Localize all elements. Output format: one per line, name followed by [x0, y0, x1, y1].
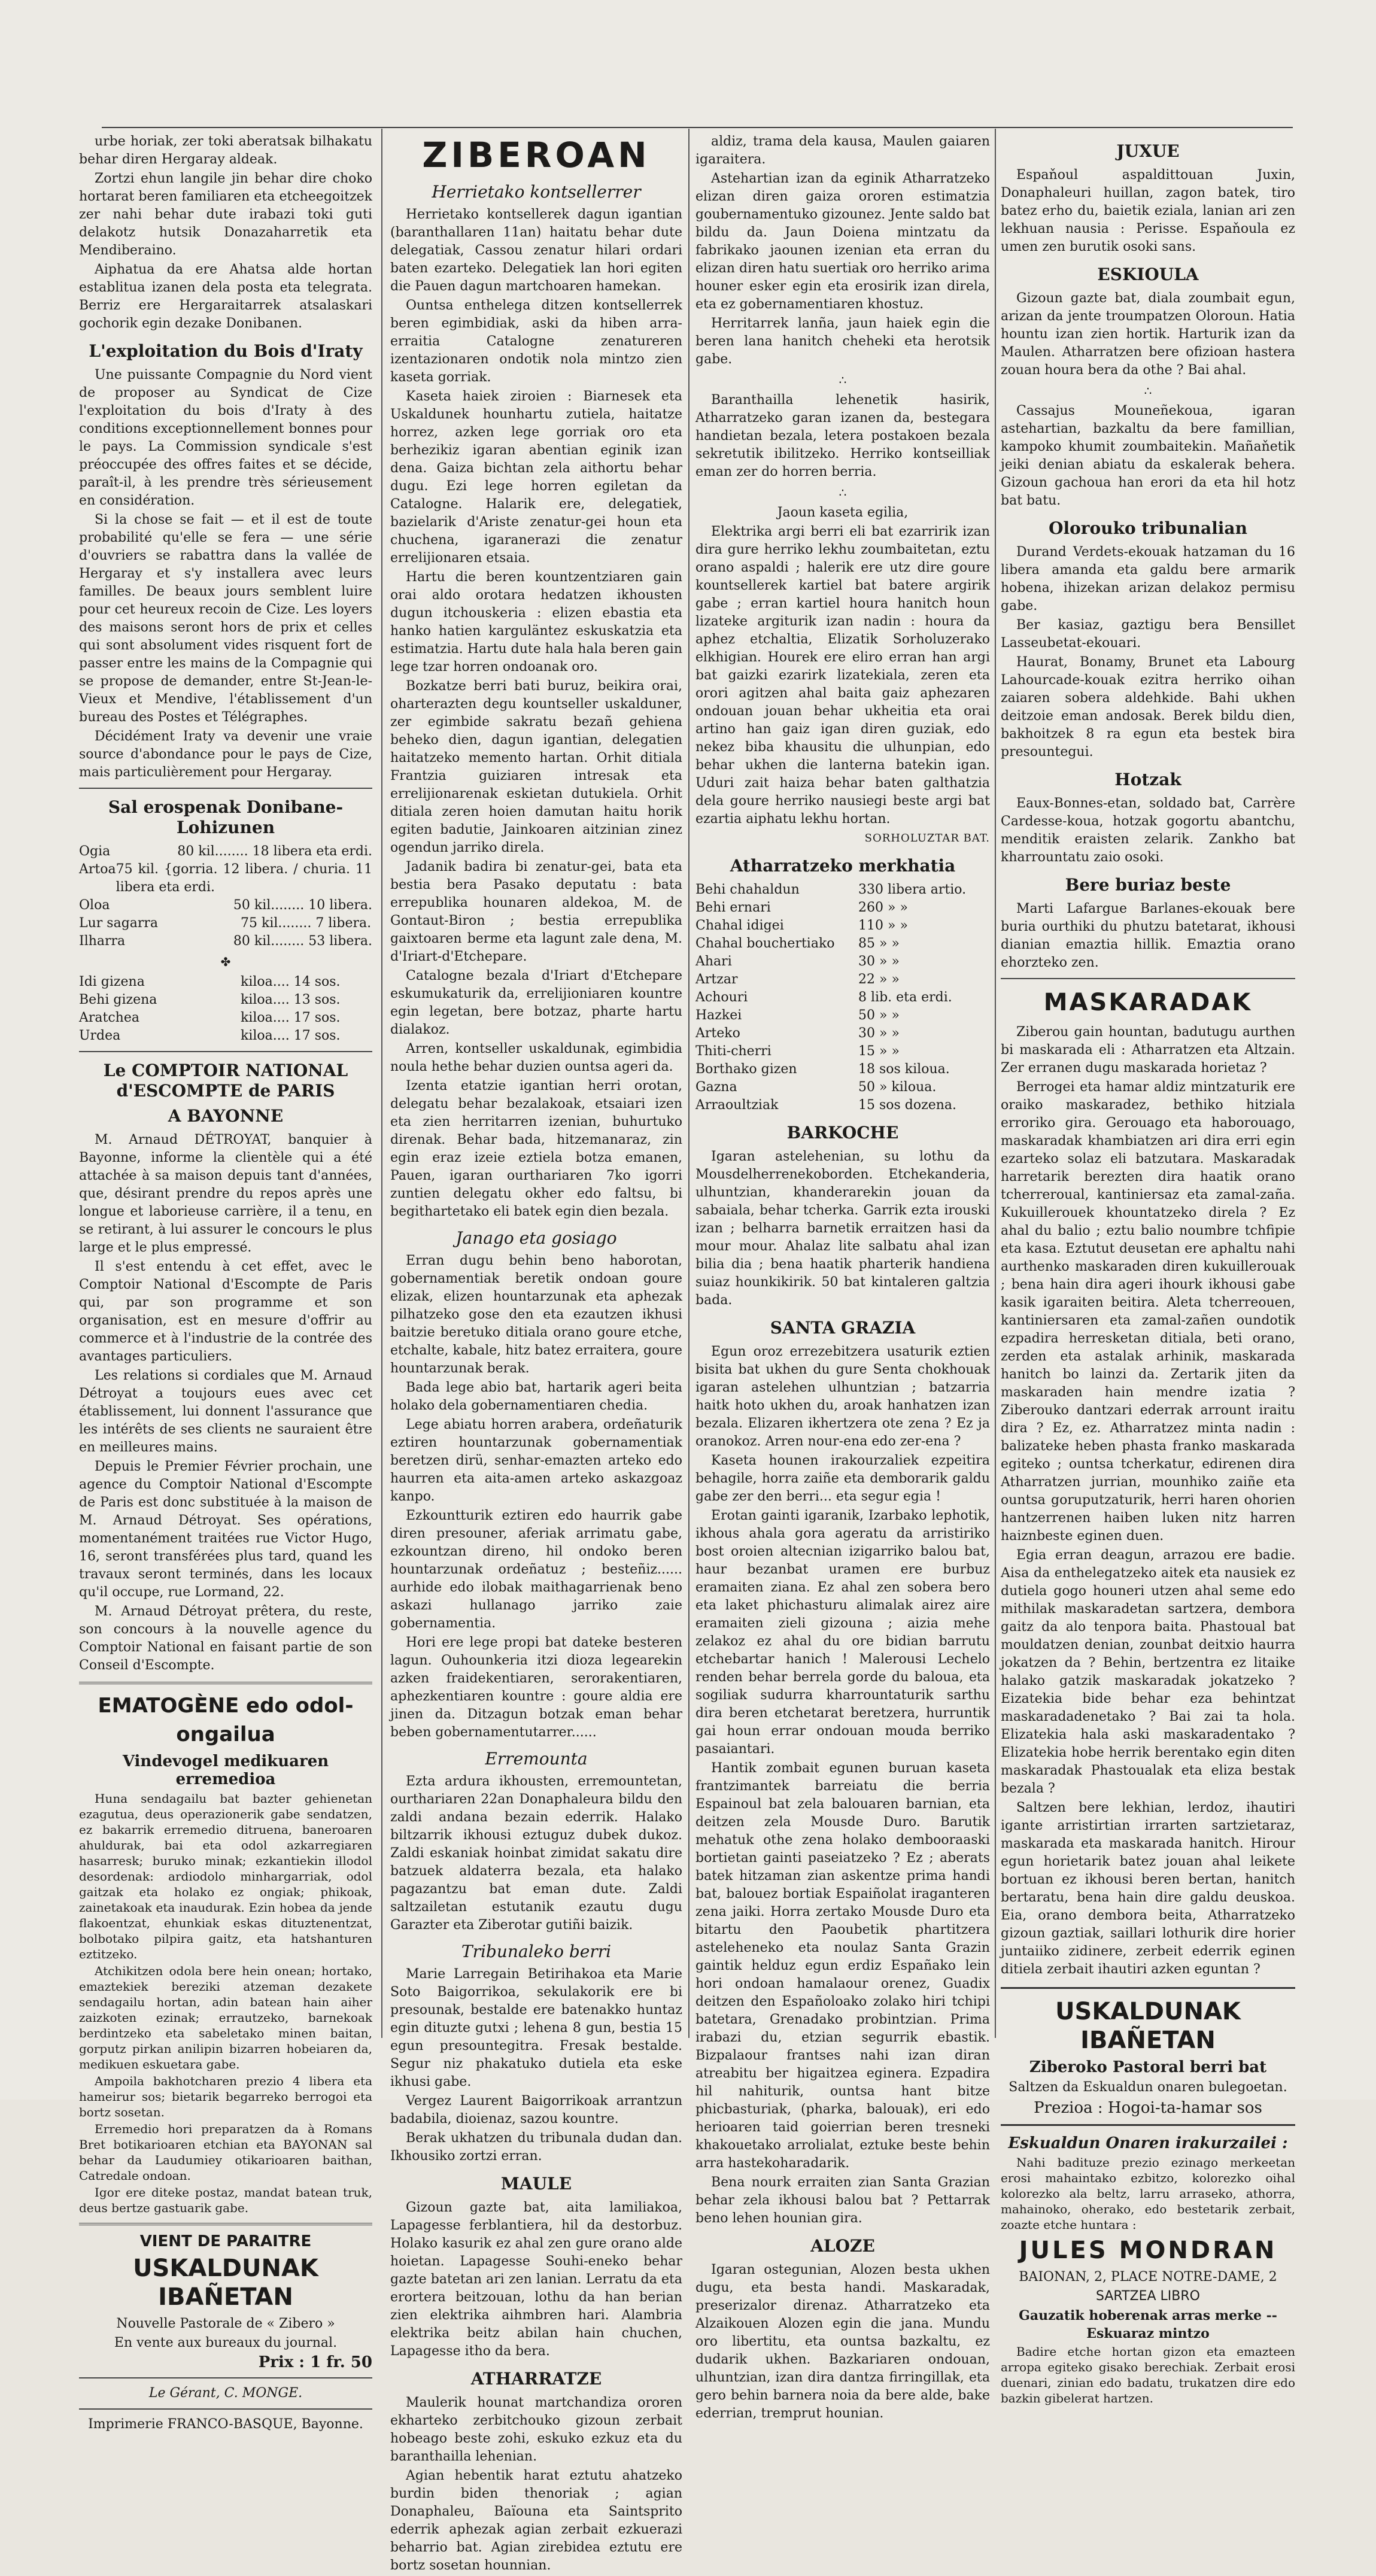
row-value: 85 » »	[858, 936, 900, 951]
section-paragraphs	[390, 1773, 682, 1934]
list-row	[79, 897, 372, 915]
section-paragraphs	[695, 1343, 990, 2228]
section-paragraphs	[1001, 543, 1295, 761]
ornament: ∴	[839, 373, 847, 387]
divider	[79, 1051, 372, 1052]
paragraph: Eaux-Bonnes-etan, soldado bat, Carrère Cardesse-koua, hotzak gogortu abantchu, menditik eraisten zelarik. Zankho bat kharrountatu zaio osoki.	[1001, 796, 1295, 865]
divider	[1001, 978, 1295, 979]
divider	[79, 2377, 372, 2378]
paragraph: Hartu die beren kountzentziaren gain orai aldo orotara hedatzen ikhousten dugun itchouskeria : elizen ebastia eta hanko hatien karguläntez eskuskatzia eta estimatzia. Hartu dute hala hala beren gain lege tzar horren ondoanak oro.	[390, 570, 682, 675]
section-paragraphs	[390, 1252, 682, 1742]
row-value: 50 kil........ 10 libera.	[233, 898, 372, 913]
row-label: Lur sagarra	[79, 916, 159, 931]
section-paragraphs	[390, 206, 682, 1221]
paragraph: Ber kasiaz, gaztigu bera Bensillet Lasseubetat-ekouari.	[1001, 618, 1295, 651]
paragraph: Marti Lafargue Barlanes-ekouak bere buria ourthiki du phutzu batetarat, ikhousi dianian emaztia hillik. Emaztia orano ehorzteko zen.	[1001, 901, 1295, 970]
column-divider	[381, 129, 382, 2038]
row-value: kiloa.... 13 sos.	[241, 992, 341, 1007]
row-value: 15 » »	[858, 1044, 900, 1059]
paragraph: Lege abiatu horren arabera, ordeñaturik eztiren hountarzunak gobernamentiak beretzen dirü, senhar-emazten arteko edo haurren eta aita-amen arteko askazgoaz kanpo.	[390, 1417, 682, 1504]
paragraph: Kaseta haiek ziroien : Biarnesek eta Uskaldunek hounhartu zutiela, haitatze horrez, azken lege gorriak oro eta berhezikiz igaran abentian eginik izan dena. Gaiza bichtan zela aithortu behar dugu. Ezi lege horren egiletan da Catalogne. Halarik ere, delegatiek, bazielarik d'Ariste zenatur-gei houn eta chuchena, igaranerazi die zenatur errelijionaren etsaia.	[390, 389, 682, 566]
comptoir-heading: Le COMPTOIR NATIONAL d'ESCOMPTE de PARIS	[103, 1061, 348, 1101]
row-value: 110 » »	[858, 918, 908, 933]
ornament: ✤	[220, 955, 231, 969]
exploit-heading: L'exploitation du Bois d'Iraty	[89, 341, 363, 361]
paragraph: Zortzi ehun langile jin behar dire choko hortarat beren familiaren eta etcheegoitzek zer nahi behar dute irabazi toki guti delakotz hutsik Donazaharretik eta Mendiberaino.	[79, 171, 372, 258]
letter-paragraphs	[695, 523, 990, 828]
list-row	[695, 989, 990, 1007]
ad-name: JULES MONDRAN	[1019, 2237, 1277, 2264]
divider	[79, 2223, 372, 2225]
list-row	[695, 1043, 990, 1061]
paragraph: Durand Verdets-ekouak hatzaman du 16 libera amanda eta galdu bere armarik hobena, ihizekan arizan delakoz permisu gabe.	[1001, 545, 1295, 613]
row-value: 80 kil........ 53 libera.	[233, 934, 372, 949]
paragraph: Baranthailla lehenetik hasirik, Atharratzeko garan izanen da, bestegara handietan bezala, letera postakoen bezala sekretutik ibilitzeko. Herriko kontseilliak eman zer do horren berria.	[695, 393, 990, 479]
meat-price-list	[79, 973, 372, 1045]
masthead-title: ZIBEROAN	[422, 135, 651, 175]
row-label: Ahari	[695, 954, 732, 969]
paragraph: Astehartian izan da eginik Atharratzeko elizan diren gaiza ororen estimatzia goubernamentuko gizounez. Jente saldo bat bildu da. Jaun Doiena mintzatu da fabrikako jaounen izenian eta erran du elizan diren hatu suertiak oro herriko arima houner esker egin eta erosirik izan direla, eta ez gobernamentiaren khostuz.	[695, 171, 990, 312]
row-value: 75 kil........ 7 libera.	[241, 916, 372, 931]
column-divider	[688, 129, 689, 2038]
paragraph: Cassajus Mouneñekoua, igaran astehartian, bazkaltu da bere famillian, kampoko khumit zoumbaitekin. Mañaňetik jeiki denian abiatu da eskalerak behera. Gizoun gachoua han erori da eta hil hotz bat batu.	[1001, 403, 1295, 508]
section-paragraphs	[695, 2261, 990, 2423]
ad-price: Prezioa : Hogoi-ta-hamar sos	[1034, 2099, 1262, 2117]
divider	[79, 788, 372, 789]
paragraph: Erran dugu behin beno haborotan, gobernamentiak beretik ondoan goure elizak, elizen hountarzunak eta aphezak pilhatzeko gose den eta ezautzen ikhusi baitzie beretuko ditiala orano goure etche, etchalte, kabale, hitz batez erraitera, goure hountarzunak berak.	[390, 1253, 682, 1376]
row-label: Achouri	[695, 990, 748, 1005]
ad-text: Nahi badituze prezio ezinago merkeetan erosi mahaintako ezbitzo, kolorezko oihal kolorezko ala beltz, larru arraseko, athorra, mahainoko, oherako, edo bestetarik zerbait, zoazte etche huntara :	[1001, 2155, 1295, 2232]
row-label: Behi ernari	[695, 900, 771, 915]
section-heading: SANTA GRAZIA	[770, 1318, 916, 1338]
section-heading: Herrietako kontsellerrer	[432, 182, 641, 202]
paragraph: Igaran astelehenian, su lothu da Mousdelherrenekoborden. Etchekanderia, ulhuntzian, khanderarekin jouan da sabaiala, behar tcherka. Garrik ezta irouski izan ; belharra barnetik erraitzen hasi da mour mour. Ahalaz lite salbatu ahal izan bilia dia ; bena haatik pharterik handiena suiaz hounkikirik. 50 bat kintaleren galtzia bada.	[695, 1149, 990, 1308]
paragraph: Berak ukhatzen du tribunala dudan dan. Ikhousiko zortzi erran.	[390, 2131, 682, 2164]
section-paragraphs	[390, 2394, 682, 2575]
row-label: Ilharra	[79, 934, 126, 949]
list-row	[79, 973, 372, 991]
top-rule	[102, 127, 1293, 128]
paragraph: Erotan gainti igaranik, Izarbako lephotik, ikhous ahala gora ageratu da arristiriko bost oroien altecnian izigarriko balou bat, haur bezanbat uramen ere burbuz eramaiten ziana. Ez ahal zen sobera bero eta laket phichasturu alimalak airez aire eramaiten zieli gizouna ; aizia mehe zelakoz ez ahal du ore bidian barrutu etchebartar hanich ! Malerousi Lechelo renden behar berrela gorde du baloua, eta sogiliak sudurra kharrountaturik sarthu dira beren etchetarat beretzera, hurruntik gai houn errar ondouan mouda berriko pasaiantari.	[695, 1508, 990, 1757]
paragraph: Egun oroz errezebitzera usaturik eztien bisita bat ukhen du gure Senta chokhouak igaran astelehen ulhuntzian ; batzarria haitk hoto ukhen du, aroak hanhatzen izan bezala. Elizaren ikhertzera ote zena ? Ez ja oranokoz. Arren nour-ena edo zer-ena ?	[695, 1344, 990, 1449]
comptoir-subheading: A BAYONNE	[168, 1106, 284, 1126]
row-label: Artoa	[79, 862, 116, 877]
row-label: Chahal bouchertiako	[695, 936, 835, 951]
paragraph: Bena nourk erraiten zian Santa Grazian behar zela ikhousi balou bat ? Pettarrak beno lehen hounian gira.	[695, 2175, 990, 2226]
exploit-paragraphs	[79, 366, 372, 782]
paragraph: Vergez Laurent Baigorrikoak arrantzun badabila, dioienaz, sazou kountre.	[390, 2094, 682, 2127]
price-list	[79, 843, 372, 950]
divider	[79, 1682, 372, 1684]
section-paragraphs	[695, 133, 990, 369]
paragraph: Hori ere lege propi bat dateke besteren lagun. Ouhounkeria itzi dioza legearekin azken fraidekentiaren, serorakentiaren, aphezkentiaren kountre : goure aldia ere jinen da. Ditzagun botzak eman behar beben gobernamentutarrer......	[390, 1635, 682, 1740]
list-row	[79, 932, 372, 950]
paragraph: Herritarrek lanña, jaun haiek egin die beren lana hanitch cheheki eta herotsik gabe.	[695, 316, 990, 367]
ematogene-paragraphs	[79, 1791, 372, 2216]
row-value: 330 libera artio.	[858, 882, 967, 897]
paragraph: Ampoila bakhotcharen prezio 4 libera eta hameirur sos; bietarik begarreko berrogoi eta bortz sosetan.	[79, 2074, 372, 2119]
section-heading: MAULE	[500, 2174, 572, 2194]
market-heading: Atharratzeko merkhatia	[730, 856, 956, 876]
row-value: 30 » »	[858, 954, 900, 969]
ad-heading: Eskualdun Onaren irakurzailei :	[1008, 2134, 1288, 2152]
row-label: Borthako gizen	[695, 1062, 797, 1077]
maskaradak-heading: MASKARADAK	[1043, 989, 1253, 1016]
section-paragraphs	[1001, 166, 1295, 256]
row-label: Chahal idigei	[695, 918, 784, 933]
section-paragraphs	[695, 1148, 990, 1310]
row-label: Idi gizena	[79, 974, 145, 989]
paragraph: Herrietako kontsellerek dagun igantian (baranthallaren 11an) haitatu behar dute delegatiak, Cassou zenatur hilari ordari baten ezarteko. Delegatiek lan hori egiten die Pauen dagun martchoaren hamekan.	[390, 207, 682, 294]
ad-final: Badire etche hortan gizon eta emazteen arropa egiteko gisako berechiak. Zerbait erosi duenari, zinian edo badatu, trukatzen dire edo bazkin gibelerat hartzen.	[1001, 2344, 1295, 2405]
book-price: Prix : 1 fr. 50	[258, 2353, 372, 2371]
paragraph: Erremedio hori preparatzen da à Romans Bret botikarioaren etchian eta BAYONAN sal behar da Laudumiey otikarioaren baithan, Catredale ondoan.	[79, 2122, 372, 2183]
section-paragraphs	[390, 1966, 682, 2165]
paragraph: Huna sendagailu bat bazter gehienetan ezagutua, deus operazionerik gabe sendatzen, ez bakarrik erremedio ditruena, baneroaren ahuldurak, bai eta odol azkarregiaren hasarresk; buruko minak; ezkantiekin illodol desordenak: ardiodolo minhargarriak, odol gaitzak eta holako ez ongiak; phikoak, zainetakoak eta inaudurak. Ezin hobea da jende flakoentzat, ehunkiak eskas dituztenentzat, bolbotako pilpira gaitz, eta hatshanturen eztitzeko.	[79, 1791, 372, 1961]
row-value: kiloa.... 17 sos.	[241, 1028, 341, 1043]
ematogene-heading: EMATOGÈNE edo odol-ongailua	[98, 1694, 354, 1746]
paragraph: Bozkatze berri bati buruz, beikira orai, oharterazten degu kountseller uskalduner, zer egimbide sakratu bezañ gehiena beheko dien, dagun igantian, delegatien haitatzeko memento hartan. Orhit ditiala Frantzia guiziaren intresak eta errelijionarenak eskietan dutukiela. Orhit ditiala zeren hoien damutan haitu horik egiten badutie, Jainkoaren aitzinian zinez ogendun jarriko direla.	[390, 679, 682, 855]
paragraph: Atchikitzen odola bere hein onean; hortako, emaztekiek bereziki atzeman dezakete sendagailu hortan, adin batean hain aiher zaizkoten ezinak; errautzeko, barnekoak berdintzeko eta sabeletako minen baitan, gorputz pirkan anilipin bizarren hobeiaren da, medikuen eskuetara gabe.	[79, 1964, 372, 2071]
paragraph: Haurat, Bonamy, Brunet eta Labourg Lahourcade-kouak ezitra herriko oihan zaiaren sobera aldehkide. Bahi ukhen deitzoie eman andosak. Berek bildu dien, bakhoitzek 8 ra egun eta bestek bira presountegui.	[1001, 655, 1295, 760]
section-heading: JUXUE	[1116, 141, 1180, 161]
row-value: kiloa.... 14 sos.	[241, 974, 341, 989]
letter-signature: SORHOLUZTAR BAT.	[864, 832, 990, 845]
paragraph: Igaran ostegunian, Alozen besta ukhen dugu, eta besta handi. Maskaradak, preserizalor direnaz. Atharratzeko eta Alzaikouen Alozen egin die jana. Mundu oro libertitu, eta ountsa bazkaltu, ez dudarik ukhen. Bazkariaren ondouan, ulhuntzian, izan dira dantza firringillak, eta gero behin barnera noia da bere alde, bake ederrian, tremprut hounian.	[695, 2262, 990, 2421]
section-paragraphs	[1001, 402, 1295, 510]
row-label: Hazkei	[695, 1008, 742, 1023]
row-label: Behi chahaldun	[695, 882, 800, 897]
list-row	[79, 991, 372, 1009]
paragraph: Ezta ardura ikhousten, erremountetan, ourthariaren 22an Donaphaleura bildu den zaldi andana bezain ederrik. Halako biltzarrik ikhousi eztuguz dubek dukoz. Zaldi eskaniak hoinbat zimidat sakatu dire batzuek aldaterra bezala, eta halako pagazantzu bat eman dute. Zaldi saltzailetan estutanik ezautu dugu Garazter eta Ziberotar gutiñi baizik.	[390, 1774, 682, 1933]
paragraph: Marie Larregain Betirihakoa eta Marie Soto Baigorrikoa, sekulakorik ere bi presounak, bestalde ere batenakko huntaz egin dituzte gutxi ; lehena 8 gun, bestia 15 egun presountegitra. Fresak bestalde. Segur niz phakatuko dutiela eta eske ikhusi gabe.	[390, 1967, 682, 2089]
paragraph: Kaseta hounen irakourzaliek ezpeitira behagile, horra zaiñe eta demborarik galdu gabe zer den berri... eta segur egia !	[695, 1453, 990, 1504]
ad-entry: SARTZEA LIBRO	[1095, 2289, 1200, 2304]
paragraph: Maulerik hounat martchandiza ororen ekharteko zerbitchouko gizoun zerbait hobeago beste zohi, eskuko ezkuz eta du baranthailla lehenian.	[390, 2395, 682, 2464]
section-heading: ALOZE	[810, 2236, 875, 2256]
section-heading: Bere buriaz beste	[1065, 875, 1231, 895]
paragraph: Agian hebentik harat eztutu ahatzeko burdin biden thenoriak ; agian Donaphaleu, Baïouna eta Saintsprito ederrik aphezak agian zerbait ezkuerazi beharrio bat. Agian zirebidea eztutu ere bortz sosetan hounnian.	[390, 2468, 682, 2573]
row-value: 80 kil........ 18 libera eta erdi.	[177, 844, 372, 859]
paragraph: Berrogei eta hamar aldiz mintzaturik ere oraiko maskaradez, bethiko hitziala erroriko gira. Gerouago eta haborouago, maskaradak khambiatzen ari dira erri egin ezarteko solaz eli batzutara. Maskaradak harretarik berezten dira haatik orano tcherreroual, kantiniersaz eta zamal-zaña. Kukuillerouek khountatzeko direla ? Ez ahal du balio ; eztu balio noumbre tchfipie eta kasa. Eztutut deusetan ere aphaltu nahi aurthenko maskaraden diren kukuillerouak ; bena hain dira ageri ihourk ikhousi gabe kasik igaraiten beitira. Aleta tcherreouen, kantiniersaren eta zamal-zañen oundotik ezpadira herresketan ditiala, beti orano, zerden eta astalak arhinik, maskarada hanitch bo lainzi da. Zertarik jiten da maskaraden hain mendre izatia ? Ziberouko dantzari ederrak arrount iraitu dira ? Ez, ez. Atharratzez minta nadin : balizateke heben phasta franko maskarada egiteko ; ountsa tcherkatur, edirenen dira Atharratzen jurrian, mounhiko zaiñe eta ountsa goruputzaturik, herri haren ohorien hantzerrenen haiben luken nitz harren haiznbeste eginen duen.	[1001, 1080, 1295, 1544]
row-label: Urdea	[79, 1028, 121, 1043]
paragraph: Les relations si cordiales que M. Arnaud Détroyat a toujours eues avec cet établissement, lui donnent l'assurance que les intérêts de ses clients ne sauraient être en meilleures mains.	[79, 1368, 372, 1455]
ad-line: Saltzen da Eskualdun onaren bulegoetan.	[1009, 2080, 1287, 2095]
section-paragraphs	[1001, 1023, 1295, 1979]
section-heading: Olorouko tribunalian	[1049, 518, 1247, 538]
paragraph: Saltzen bere lekhian, lerdoz, ihautiri igante arristirtian irrarten sartzietaraz, maskarada eta maskarada hanitch. Hirour egun horietarik batez jouan ahal leikete bortuan ez ikhousi beren bertan, hanitch bertaratu, bena hain dire galdu deuskoa. Eia, orano dembora beita, Atharratzeko gizoun gaztiak, saillari lothurik dire horier juntaiiko zidinere, zerbeit ederrik eginen ditiela zerbait ihautiri azken eguntan ?	[1001, 1800, 1295, 1977]
book-subtitle: Nouvelle Pastorale de « Zibero »	[116, 2316, 335, 2331]
row-value: 15 sos dozena.	[858, 1098, 957, 1113]
paragraph: aldiz, trama dela kausa, Maulen gaiaren igaraitera.	[695, 134, 990, 167]
paragraph: Jadanik badira bi zenatur-gei, bata eta bestia bera Pasako deputatu : bata errepublika hounaren aldekoa, M. de Gontaut-Biron ; bestia errepublika gaixtoaren berme eta lagunt zale dena, M. d'Iriart-d'Etchepare.	[390, 859, 682, 964]
section-paragraphs	[1001, 795, 1295, 867]
section-heading: ESKIOULA	[1097, 265, 1199, 284]
list-row	[79, 843, 372, 861]
row-label: Aratchea	[79, 1010, 139, 1025]
column-1	[79, 133, 372, 2435]
column-2	[390, 133, 682, 2576]
column-divider	[995, 129, 996, 2038]
section-paragraphs	[1001, 900, 1295, 972]
paragraph: Gizoun gazte bat, diala zoumbait egun, arizan da jente troumpatzen Oloroun. Hatia hountu izan zien hortik. Harturik izan da Maulen. Atharratzen bere ofizioan hastera zouan houra bera da othe ? Bai ahal.	[1001, 291, 1295, 378]
row-label: Arteko	[695, 1026, 740, 1041]
paragraph: Ountsa enthelega ditzen kontsellerrek beren egimbidiak, aski da hiben arra-erraitia Catalogne zenatureren izentazionaren ondotik nola mintzo zien kaseta gorriak.	[390, 298, 682, 385]
paragraph: Igor ere diteke postaz, mandat batean truk, deus bertze gastuarik gabe.	[79, 2185, 372, 2215]
letter-greeting: Jaoun kaseta egilia,	[777, 505, 909, 520]
list-row	[695, 1007, 990, 1025]
section-heading: Tribunaleko berri	[461, 1942, 612, 1961]
gerant-line: Le Gérant, C. MONGE.	[148, 2386, 303, 2401]
row-label: Artzar	[695, 972, 738, 987]
section-heading: BARKOCHE	[786, 1123, 899, 1143]
paragraph: M. Arnaud DÉTROYAT, banquier à Bayonne, informe la clientèle qui a été attachée à sa maison depuis tant d'années, que, désirant prendre du repos après une longue et laborieuse carrière, il a tenu, en se retirant, à lui assurer le concours le plus large et le plus empressé.	[79, 1132, 372, 1255]
list-row	[695, 917, 990, 935]
pastoral-ad	[1001, 1987, 1295, 2126]
ad-address: BAIONAN, 2, PLACE NOTRE-DAME, 2	[1019, 2270, 1277, 2285]
section-heading: Erremounta	[485, 1749, 588, 1769]
comptoir-paragraphs	[79, 1131, 372, 1675]
section-paragraphs	[1001, 290, 1295, 379]
ad-slogan: Gauzatik hoberenak arras merke -- Eskuaraz mintzo	[1019, 2308, 1277, 2341]
paragraph: Bada lege abio bat, hartarik ageri beita holako dela gobernamentiaren chedia.	[390, 1380, 682, 1413]
market-list	[695, 881, 990, 1114]
section-heading: ATHARRATZE	[470, 2369, 602, 2389]
paragraph: Une puissante Compagnie du Nord vient de proposer au Syndicat de Cize l'exploitation du bois d'Iraty à des conditions exceptionnellement bonnes pour le pays. La Commission syndicale s'est préoccupée des offres faites et se décide, paraît-il, à les prendre très sérieusement en considération.	[79, 367, 372, 508]
ad-subtitle: Ziberoko Pastoral berri bat	[1029, 2058, 1267, 2076]
list-row	[79, 915, 372, 932]
paragraph: Ezkountturik eztiren edo haurrik gabe diren presouner, aferiak arrimatu gabe, ezkountzan direno, hil ondoko beren hountarzunak ordeñatuz ; besteñiz...... aurhide edo ilobak maithagarrienak beno askazi hullanago jarriko zaie gobernamentia.	[390, 1508, 682, 1631]
list-row	[695, 899, 990, 917]
paragraph: Elektrika argi berri eli bat ezarririk izan dira gure herriko lekhu zoumbaitetan, eztu orano aspaldi ; halerik ere utz dire goure kountsellerek kartiel bat batere argirik gabe ; erran kartiel houra hanitch houn lizateke argiturik izan nadin : houra da aphez etchaltia, Elizatik Sorholuzerako elkhigian. Hourek ere eliro erran han argi bat gaizki ezarirk lizatekiala, zeren eta orori agitzen ahal baita gaiz aphezaren ondouan jouan behar ukheitia eta orai artino han gaiz igan diren guziak, edo nekez biba khausitu die ulhunpian, edo behar ukhen die lanterna batekin igan. Uduri zait haiza behar baten galthatzia dela goure herriko nausiegi beste argi bat ezartia aiphatu lekhu hortan.	[695, 524, 990, 827]
paragraph: M. Arnaud Détroyat prêtera, du reste, son concours à la nouvelle agence du Comptoir National en faisant partie de son Conseil d'Escompte.	[79, 1604, 372, 1673]
ematogene-subheading: Vindevogel medikuaren erremedioa	[122, 1752, 329, 1788]
ad-title: USKALDUNAK IBAÑETAN	[1055, 1998, 1241, 2054]
section-heading: Hotzak	[1114, 770, 1181, 789]
book-title: USKALDUNAK IBAÑETAN	[133, 2255, 318, 2311]
paragraph: Catalogne bezala d'Iriart d'Etchepare eskumukaturik da, errelijioniaren kountre egin legetan, bere botzaz, pharte hartu dialakoz.	[390, 968, 682, 1037]
intro-paragraphs	[79, 133, 372, 333]
list-row	[695, 953, 990, 971]
paragraph: Il s'est entendu à cet effet, avec le Comptoir National d'Escompte de Paris qui, par son programme et son organisation, est en mesure d'offrir au commerce et à l'industrie de la contrée des avantages particuliers.	[79, 1259, 372, 1364]
section-heading: Janago eta gosiago	[455, 1228, 617, 1248]
paragraph: Arren, kontseller uskaldunak, egimbidia noula hethe behar duzien ountsa ageri da.	[390, 1041, 682, 1074]
salt-heading: Sal erospenak Donibane-Lohizunen	[108, 797, 344, 837]
row-label: Thiti-cherri	[695, 1044, 771, 1059]
paragraph: Espaňoul aspaldittouan Juxin, Donaphaleuri huillan, zagon batek, tiro batez erho du, baietik eziala, lanian ari zen lekhuan nausia : Perisse. Espaňoula ez umen zen burutik osoki sans.	[1001, 168, 1295, 254]
paragraph: Ziberou gain hountan, badutugu aurthen bi maskarada eli : Atharratzen eta Altzain. Zer erranen dugu maskarada horietaz ?	[1001, 1025, 1295, 1076]
row-value: 22 » »	[858, 972, 900, 987]
list-row	[695, 881, 990, 899]
section-paragraphs	[390, 2199, 682, 2361]
divider	[79, 2408, 372, 2410]
imprimerie-line: Imprimerie FRANCO-BASQUE, Bayonne.	[88, 2417, 363, 2432]
list-row	[79, 1027, 372, 1045]
list-row	[79, 1009, 372, 1027]
row-value: 50 » »	[858, 1008, 900, 1023]
list-row	[695, 1061, 990, 1079]
row-label: Oloa	[79, 898, 110, 913]
list-row	[695, 971, 990, 989]
paragraph: Depuis le Premier Février prochain, une agence du Comptoir National d'Escompte de Paris est donc substituée à la maison de M. Arnaud Détroyat. Ses opérations, momentanément traitées rue Victor Hugo, 16, seront transférées plus tard, quand les travaux seront terminés, dans les locaux qu'il occupe, rue Lormand, 22.	[79, 1459, 372, 1600]
paragraph: Hantik zombait egunen buruan kaseta frantzimantek barreiatu die berria Espainoul bat zela balouaren barnian, eta deitzen zela Mousde Duro. Barutik mehatuk othe zena holako dembooraaski bortietan gainti paseiatzeko ? Ez ; aberats batek hitzaman zian askentze prima handi bat, balouez bortiak Espaiñolat iraganteren zena jaiki. Horra zertako Mousde Duro eta bitartu den Paoubetik phartitzera asteleheneko eta noulaz Santa Grazin gaintik helduz egun erdiz Españako lein hori ondoan hamalaour orenez, Guadix deitzen den Españoloako zolako hiri tchipi batetara, Grenadako probintzian. Prima irabazi du, etzian segurrik ebastik. Bizpalaour frantses nahi izan diran atreabitu ber higaitzea eginera. Ezpadira hil nahiturik, ountsa hant bitze phicbasturiak, (pharka, balouak), eri edo herioaren taid goierrian beren tresneki khakouetako arrolialat, eztuke beste behin arra hastekoharadarik.	[695, 1761, 990, 2171]
row-label: Behi gizena	[79, 992, 157, 1007]
list-row	[695, 1079, 990, 1096]
list-row	[695, 1025, 990, 1043]
list-row	[79, 861, 372, 897]
paragraph: Si la chose se fait — et il est de toute probabilité qu'elle se fera — une série d'ouvriers se rabattra dans la vallée de Hergaray et s'y installera avec leurs familles. De beaux jours semblent luire pour cet heureux recoin de Cize. Les loyers des maisons seront hors de prix et celles qui sont absolument vides risquent fort de passer entre les mains de la Compagnie qui se propose de demander, entre St-Jean-le-Vieux et Mendive, l'établissement d'un bureau des Postes et Télégraphes.	[79, 512, 372, 725]
row-value: 260 » »	[858, 900, 908, 915]
ornament: ∴	[839, 485, 847, 500]
column-3	[695, 133, 990, 2424]
row-value: 18 sos kiloua.	[858, 1062, 950, 1077]
book-sale-line: En vente aux bureaux du journal.	[114, 2335, 338, 2350]
paragraph: Décidément Iraty va devenir une vraie source d'abondance pour le pays de Cize, mais particulièrement pour Hergaray.	[79, 729, 372, 780]
row-label: Arraoultziak	[695, 1098, 779, 1113]
row-value: kiloa.... 17 sos.	[241, 1010, 341, 1025]
row-label: Ogia	[79, 844, 111, 859]
list-row	[695, 1096, 990, 1114]
list-row	[695, 935, 990, 953]
row-label: Gazna	[695, 1080, 737, 1095]
column-4	[1001, 133, 1295, 2407]
section-paragraphs	[695, 391, 990, 481]
paragraph: Aiphatua da ere Ahatsa alde hortan establitua izanen dela posta eta telegrata. Berriz ere Hergaraitarrek atsalaskari gochorik egin dezake Donibanen.	[79, 262, 372, 331]
row-value: 30 » »	[858, 1026, 900, 1041]
row-value: 50 » kiloua.	[858, 1080, 937, 1095]
row-value: 8 lib. eta erdi.	[858, 990, 952, 1005]
paragraph: urbe horiak, zer toki aberatsak bilhakatu behar diren Hergaray aldeak.	[79, 134, 372, 167]
paragraph: Gizoun gazte bat, aita lamiliakoa, Lapagesse ferblantiera, hil da destorbuz. Holako kasurik ez ahal zen gure orano alde hoietan. Lapagesse Souhi-eneko behar gazte batetan ari zen lanian. Lerratu da eta erortera beitzouan, lothu da han berian zien elektrika aihmbren hari. Alambria elektrika beitz abilan hain chuchen, Lapagesse itho da bera.	[390, 2200, 682, 2359]
vient-heading: VIENT DE PARAITRE	[139, 2232, 312, 2250]
row-value: 75 kil. {gorria. 12 libera. / churia. 11 libera eta erdi.	[116, 862, 372, 895]
ornament: ∴	[1144, 384, 1152, 398]
paragraph: Izenta etatzie igantian herri orotan, delegatu behar bezalakoak, etsaiari izen eta zien herritarren izenian, buhurtuko direnak. Behar bada, hitzemanaraz, zin egin eraz izeie eztiela botza emanen, Pauen, igaran ourthariaren 7ko igorri zuntien delegatu okher edo faltsu, bi begithartetako eli batek egin dien bezala.	[390, 1079, 682, 1219]
mondran-ad	[1001, 2134, 1295, 2406]
paragraph: Egia erran deagun, arrazou ere badie. Aisa da enthelegatzeko aitek eta nausiek ez dutiela gogo houneri utzen ahal seme edo mithilak maskaradetan sartzera, dembora gaitz da alo tenpora baita. Phastoual bat mouldatzen denian, zounbat deitxio haurra jokatzen da ? Behin, bertzentra ez litaike halako gatzik maskaradak jokatzeko ? Eizatekia bide behar eza behintzat maskaradadenetako ? Bai zai ta hola. Elizatekia hala aski maskaradentako ? Elizatekia hobe herrik berentako egin diten maskaradak Phastoualak eta eliza bestak bezala ?	[1001, 1548, 1295, 1796]
